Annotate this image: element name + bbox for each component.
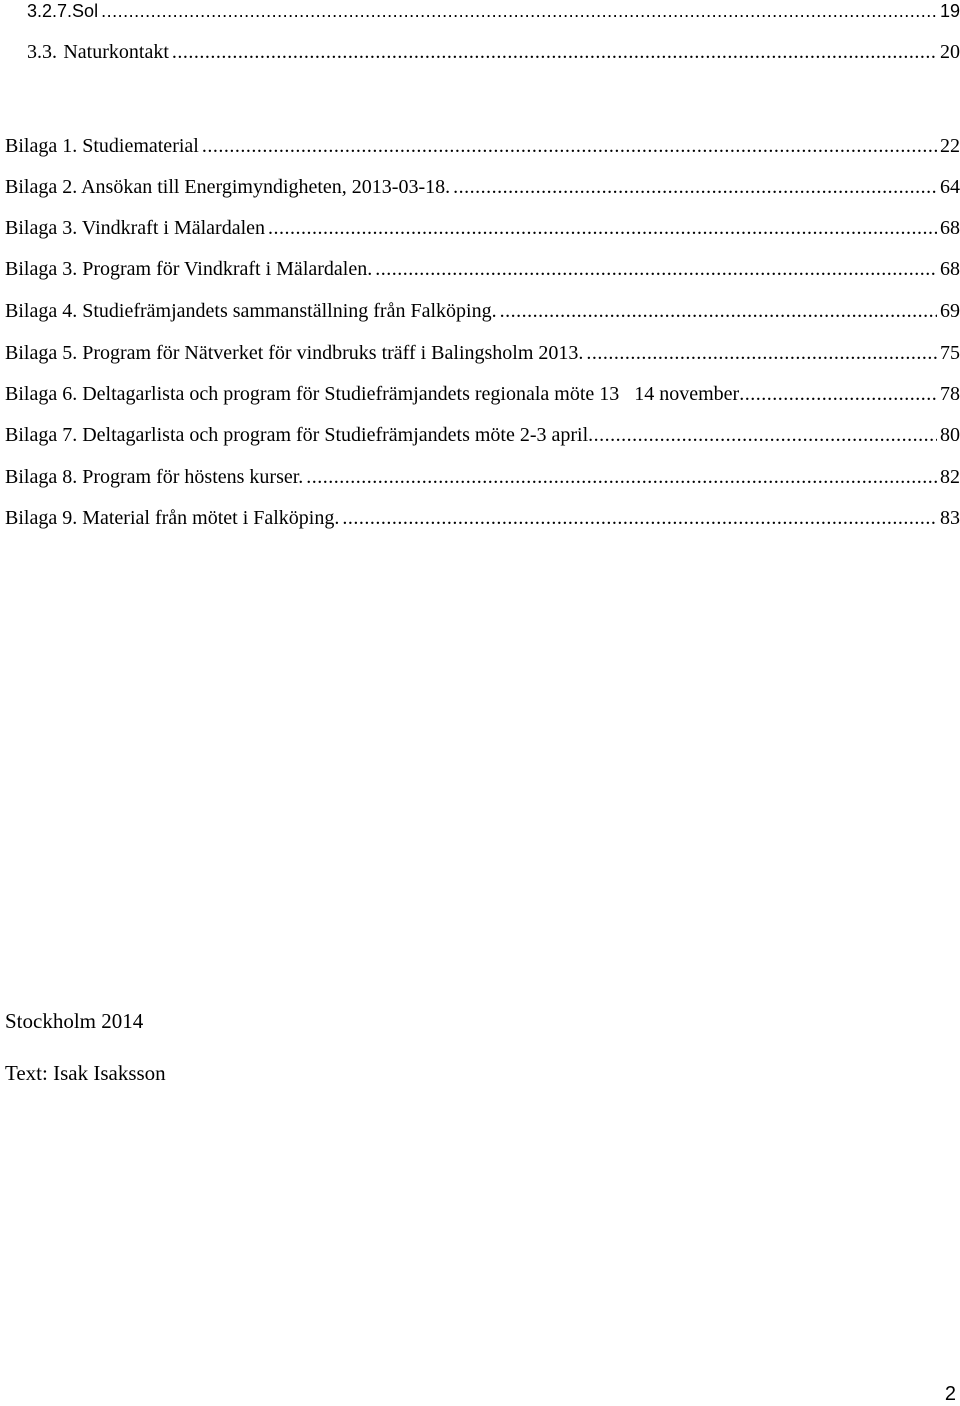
toc-entry-appendix[interactable] bbox=[5, 254, 960, 284]
toc-entry-appendix[interactable] bbox=[5, 420, 960, 450]
toc-appendix-title: Bilaga 1. Studiematerial bbox=[5, 135, 199, 157]
toc-page-number: 22 bbox=[940, 135, 960, 157]
toc-page-number: 75 bbox=[940, 342, 960, 364]
toc-page-number: 68 bbox=[940, 258, 960, 280]
toc-page-number: 68 bbox=[940, 217, 960, 239]
toc-entry-appendix[interactable] bbox=[5, 462, 960, 492]
toc-appendix-title: Bilaga 6. Deltagarlista och program för Studiefrämjandets regionala möte 13 14 november bbox=[5, 383, 740, 405]
toc-page-number: 69 bbox=[940, 300, 960, 322]
toc-section-number: 3.3. bbox=[27, 41, 57, 63]
toc-dot-leader bbox=[101, 0, 937, 26]
toc-dot-leader bbox=[375, 254, 937, 284]
toc-entry-appendix[interactable] bbox=[5, 131, 960, 161]
toc-page-number: 19 bbox=[939, 1, 960, 21]
toc-page-number: 83 bbox=[940, 507, 960, 529]
toc-dot-leader bbox=[500, 296, 937, 326]
toc-page-number: 78 bbox=[940, 383, 960, 405]
toc-dot-leader bbox=[586, 338, 937, 368]
toc-dot-leader bbox=[202, 131, 937, 161]
toc-entry-appendix[interactable] bbox=[5, 379, 960, 409]
toc-entry-appendix[interactable] bbox=[5, 503, 960, 533]
toc-entry-section[interactable] bbox=[5, 0, 960, 26]
toc-appendix-title: Bilaga 5. Program för Nätverket för vindbruks träff i Balingsholm 2013. bbox=[5, 342, 584, 364]
toc-dot-leader bbox=[739, 379, 937, 409]
toc-entry-appendix[interactable] bbox=[5, 172, 960, 202]
toc-dot-leader bbox=[268, 213, 937, 243]
toc-page-number: 20 bbox=[940, 41, 960, 63]
toc-appendix-title: Bilaga 3. Vindkraft i Mälardalen bbox=[5, 217, 266, 239]
toc-dot-leader bbox=[342, 503, 937, 533]
toc-entry-appendix[interactable] bbox=[5, 296, 960, 326]
author-credit: Text: Isak Isaksson bbox=[5, 1061, 166, 1085]
toc-entry-section[interactable] bbox=[5, 37, 960, 67]
toc-section-number: 3.2.7. bbox=[27, 1, 73, 21]
toc-appendix-title: Bilaga 9. Material från mötet i Falköping. bbox=[5, 507, 340, 529]
toc-page-number: 82 bbox=[940, 466, 960, 488]
toc-appendix-title: Bilaga 2. Ansökan till Energimyndigheten, 2013-03-18. bbox=[5, 176, 451, 198]
toc-entry-appendix[interactable] bbox=[5, 213, 960, 243]
toc-dot-leader bbox=[172, 37, 937, 67]
toc-dot-leader bbox=[306, 462, 937, 492]
toc-appendix-title: Bilaga 8. Program för höstens kurser. bbox=[5, 466, 304, 488]
toc-page-number: 80 bbox=[940, 424, 960, 446]
toc-section-title: Sol bbox=[72, 1, 99, 21]
toc-appendix-title: Bilaga 7. Deltagarlista och program för Studiefrämjandets möte 2-3 april bbox=[5, 424, 589, 446]
toc-appendix-title: Bilaga 3. Program för Vindkraft i Mälardalen. bbox=[5, 258, 373, 280]
toc-dot-leader bbox=[588, 420, 937, 450]
toc-entry-appendix[interactable] bbox=[5, 338, 960, 368]
toc-section-title: Naturkontakt bbox=[63, 41, 169, 63]
toc-dot-leader bbox=[453, 172, 937, 202]
toc-appendix-title: Bilaga 4. Studiefrämjandets sammanställning från Falköping. bbox=[5, 300, 497, 322]
page-number: 2 bbox=[944, 1383, 956, 1405]
toc-page-number: 64 bbox=[940, 176, 960, 198]
place-and-year: Stockholm 2014 bbox=[5, 1009, 144, 1033]
